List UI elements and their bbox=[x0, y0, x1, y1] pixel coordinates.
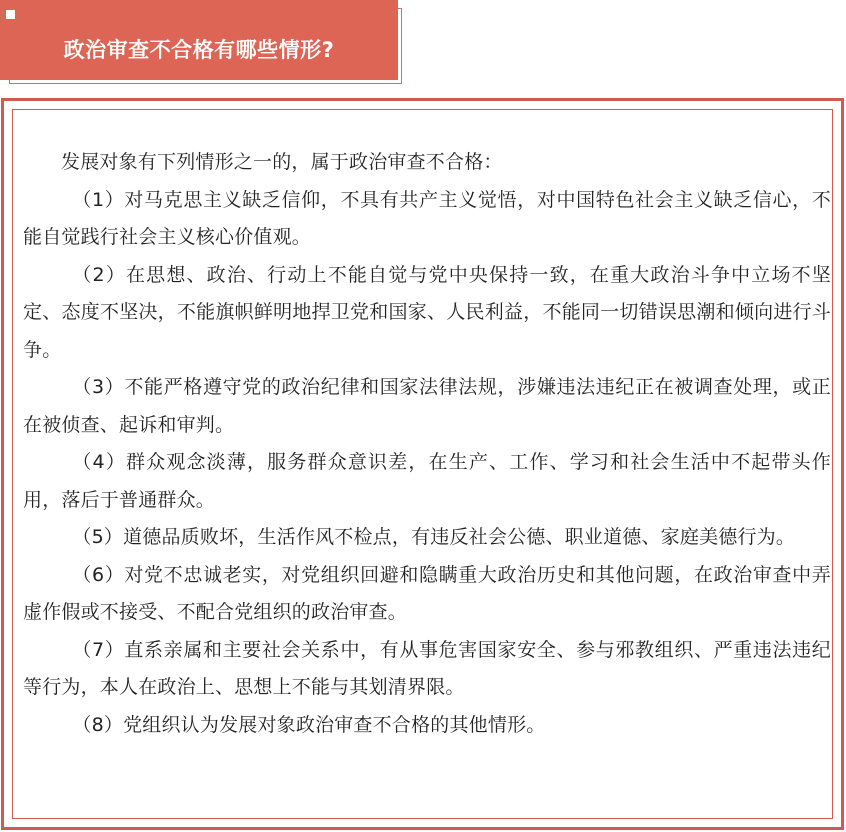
criteria-item-2: （2）在思想、政治、行动上不能自觉与党中央保持一致，在重大政治斗争中立场不坚定、态度不坚决，不能旗帜鲜明地捍卫党和国家、人民利益，不能同一切错误思潮和倾向进行斗争。 bbox=[23, 263, 831, 361]
criteria-item-3: （3）不能严格遵守党的政治纪律和国家法律法规，涉嫌违法违纪正在被调查处理，或正在被侦查、起诉和审判。 bbox=[23, 376, 831, 436]
content-inner-frame bbox=[12, 109, 833, 819]
criteria-item-6: （6）对党不忠诚老实，对党组织回避和隐瞒重大政治历史和其他问题，在政治审查中弄虚作假或不接受、不配合党组织的政治审查。 bbox=[23, 563, 831, 623]
intro-paragraph: 发展对象有下列情形之一的，属于政治审查不合格： bbox=[61, 151, 503, 173]
criteria-item-8: （8）党组织认为发展对象政治审查不合格的其他情形。 bbox=[72, 713, 546, 736]
criteria-item-4: （4）群众观念淡薄，服务群众意识差，在生产、工作、学习和社会生活中不起带头作用，落后于普通群众。 bbox=[23, 451, 831, 511]
criteria-item-7: （7）直系亲属和主要社会关系中，有从事危害国家安全、参与邪教组织、严重违法违纪等行为，本人在政治上、思想上不能与其划清界限。 bbox=[23, 638, 831, 698]
content-frame bbox=[1, 98, 844, 830]
criteria-item-5: （5）道德品质败坏，生活作风不检点，有违反社会公德、职业道德、家庭美德行为。 bbox=[72, 526, 796, 548]
title-banner bbox=[0, 0, 398, 80]
content-body bbox=[23, 144, 831, 744]
criteria-item-1: （1）对马克思主义缺乏信仰，不具有共产主义觉悟，对中国特色社会主义缺乏信心，不能自觉践行社会主义核心价值观。 bbox=[23, 188, 831, 248]
square-bullet-icon bbox=[6, 10, 15, 19]
page-title: 政治审查不合格有哪些情形? bbox=[63, 38, 335, 62]
